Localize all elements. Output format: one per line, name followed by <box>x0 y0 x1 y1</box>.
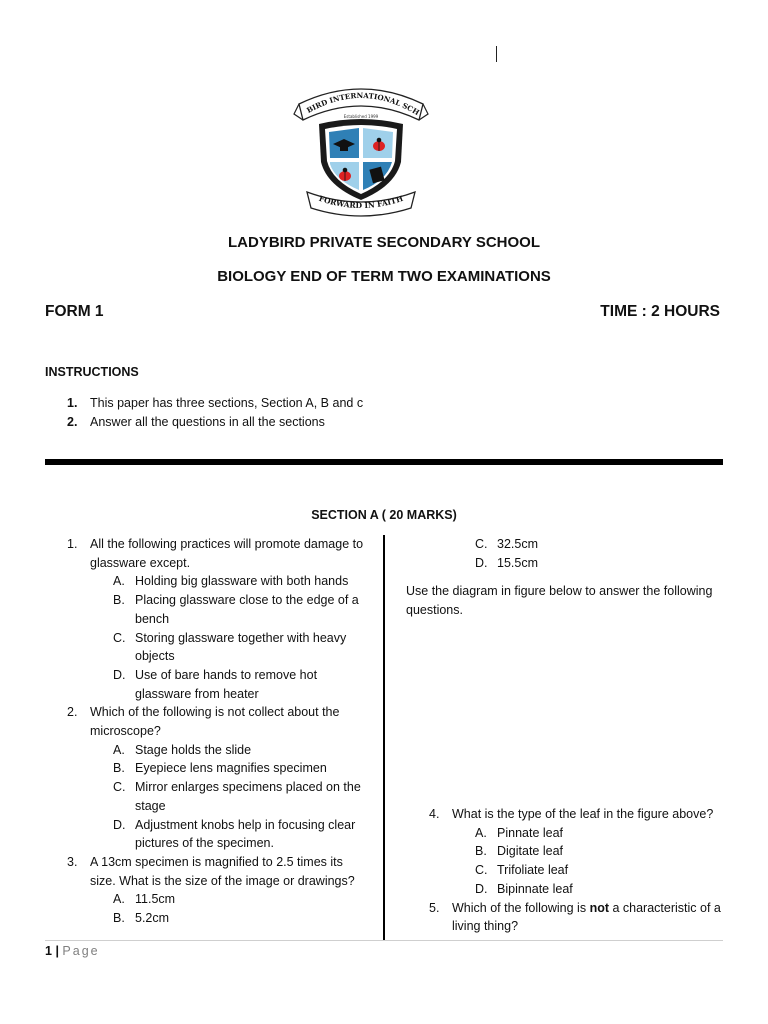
option-text: Holding big glassware with both hands <box>135 574 349 589</box>
option <box>475 861 729 880</box>
option-letter: A. <box>113 742 125 757</box>
time-label: TIME : 2 HOURS <box>600 303 720 320</box>
question-number: 3. <box>67 854 78 869</box>
question-text-part: a characteristic of a living thing? <box>452 900 721 934</box>
question-1 <box>67 535 367 572</box>
option-text: 32.5cm <box>497 537 538 551</box>
footer-divider <box>45 940 723 941</box>
option-text: Use of bare hands to remove hot glassware from heater <box>135 667 318 701</box>
option-letter: D. <box>475 555 488 570</box>
option <box>113 629 367 666</box>
option-text: Placing glassware close to the edge of a bench <box>135 593 359 626</box>
option-text: Trifoliate leaf <box>497 863 569 878</box>
crest-top-text: BIRD INTERNATIONAL SCH <box>305 90 421 118</box>
question-emphasis: not <box>589 900 609 915</box>
option <box>475 880 729 899</box>
option <box>113 741 367 760</box>
column-divider <box>383 535 385 941</box>
question-5 <box>429 899 729 936</box>
option-letter: B. <box>113 761 125 776</box>
instructions-list <box>67 394 467 432</box>
instruction-number: 1. <box>67 396 78 410</box>
option-letter: C. <box>475 537 488 551</box>
instruction-item <box>67 394 467 413</box>
option <box>113 816 367 853</box>
option-text: Eyepiece lens magnifies specimen <box>135 761 327 776</box>
option-letter: C. <box>475 863 488 878</box>
thick-divider <box>45 459 723 465</box>
options-list <box>113 741 367 853</box>
option <box>113 572 367 591</box>
question-2 <box>67 703 367 740</box>
crest-established-text: Established 1999 <box>343 114 379 119</box>
footer-separator: | <box>55 944 59 958</box>
question-text: What is the type of the leaf in the figure above? <box>452 807 714 821</box>
options-list <box>113 890 367 927</box>
option <box>475 824 729 843</box>
option-text: 11.5cm <box>135 892 176 907</box>
page-number: 1 <box>45 944 52 958</box>
instruction-text: This paper has three sections, Section A, B and c <box>90 396 364 410</box>
question-3 <box>67 853 367 890</box>
instruction-item <box>67 413 467 432</box>
option-letter: B. <box>475 844 487 859</box>
school-name-title: LADYBIRD PRIVATE SECONDARY SCHOOL <box>228 234 540 251</box>
school-crest-logo <box>293 84 429 218</box>
option-letter: A. <box>113 574 125 589</box>
option-letter: C. <box>113 630 126 645</box>
question-number: 2. <box>67 705 78 720</box>
options-list <box>113 572 367 703</box>
question-number: 5. <box>429 900 440 915</box>
question-text: Which of the following is not collect about the microscope? <box>90 705 340 739</box>
option <box>113 909 367 928</box>
question-4 <box>429 805 729 824</box>
exam-title: BIOLOGY END OF TERM TWO EXAMINATIONS <box>217 268 551 285</box>
option-letter: D. <box>113 817 126 832</box>
option <box>475 842 729 861</box>
page-footer <box>45 944 100 958</box>
diagram-prompt: Use the diagram in figure below to answer the following questions. <box>406 584 713 617</box>
option <box>113 591 367 628</box>
option <box>475 535 715 554</box>
instruction-number: 2. <box>67 415 78 429</box>
option <box>113 666 367 703</box>
instruction-text: Answer all the questions in all the sections <box>90 415 325 429</box>
option-letter: A. <box>475 825 487 840</box>
question-number: 1. <box>67 537 78 551</box>
option-letter: A. <box>113 892 125 907</box>
options-list <box>475 824 729 899</box>
option-text: 5.2cm <box>135 911 170 926</box>
question-number: 4. <box>429 807 440 821</box>
option-letter: D. <box>475 881 488 896</box>
option <box>113 759 367 778</box>
question-text: All the following practices will promote damage to glassware except. <box>90 537 364 570</box>
option-letter: D. <box>113 667 126 682</box>
option-text: Digitate leaf <box>497 844 564 859</box>
option-text: Pinnate leaf <box>497 825 564 840</box>
text-cursor <box>496 46 497 62</box>
continued-options <box>475 535 715 572</box>
right-questions <box>429 805 729 936</box>
option-letter: B. <box>113 593 125 608</box>
left-column <box>67 535 367 928</box>
crest-motto-text: FORWARD IN FAITH <box>317 193 405 211</box>
crest-graphic <box>293 84 429 218</box>
form-label: FORM 1 <box>45 303 104 320</box>
option <box>113 890 367 909</box>
question-text: A 13cm specimen is magnified to 2.5 times its size. What is the size of the image or drawings? <box>90 854 355 888</box>
option <box>113 778 367 815</box>
option-text: Storing glassware together with heavy objects <box>135 630 347 664</box>
option-letter: B. <box>113 911 125 926</box>
question-text <box>452 899 729 936</box>
option-text: Adjustment knobs help in focusing clear pictures of the specimen. <box>135 817 356 851</box>
option-text: Stage holds the slide <box>135 742 252 757</box>
option-text: Mirror enlarges specimens placed on the stage <box>135 780 361 813</box>
option-letter: C. <box>113 780 126 795</box>
option-text: 15.5cm <box>497 555 538 570</box>
instructions-heading: INSTRUCTIONS <box>45 365 139 379</box>
section-heading: SECTION A ( 20 MARKS) <box>311 508 457 522</box>
option-text: Bipinnate leaf <box>497 881 573 896</box>
question-text-part: Which of the following is <box>452 900 590 915</box>
page-word: Page <box>62 944 100 958</box>
option <box>475 554 715 573</box>
